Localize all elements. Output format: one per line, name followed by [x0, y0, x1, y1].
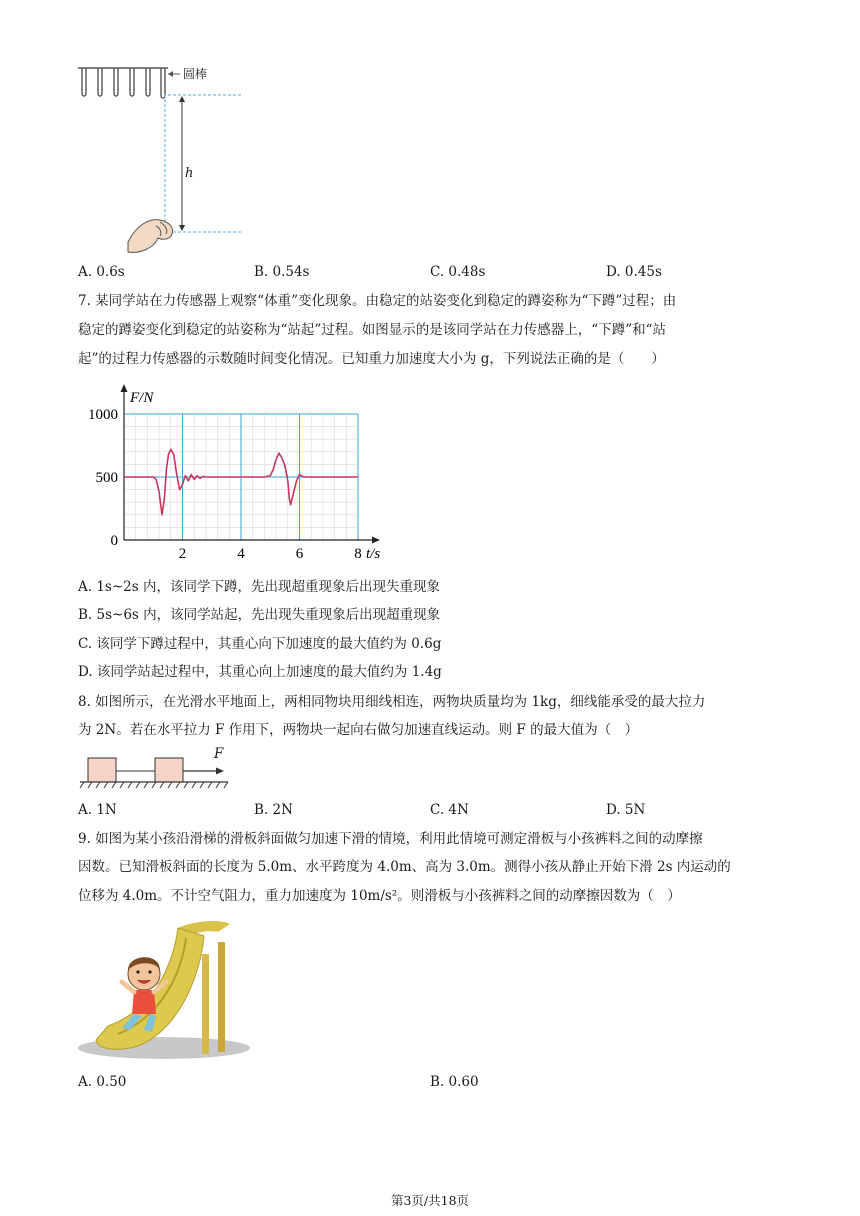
q6-option-b: B. 0.54s	[254, 264, 310, 280]
q9-option-a: A. 0.50	[78, 1074, 127, 1090]
q7-option-b: B. 5s~6s 内，该同学站起，先出现失重现象后出现超重现象	[78, 607, 441, 623]
x-tick-label: 2	[178, 546, 187, 562]
chart-labels	[88, 390, 380, 562]
q7-stem-line-2: 稳定的蹲姿变化到稳定的站姿称为“站起”过程。如图显示的是该同学站在力传感器上，“下蹲”和“站	[78, 322, 667, 338]
height-label: h	[185, 166, 194, 181]
q8-option-a: A. 1N	[78, 802, 117, 818]
y-tick-label: 500	[95, 470, 118, 486]
x-axis-label: t/s	[366, 546, 381, 562]
q7-option-d: D. 该同学站起过程中，其重心向上加速度的最大值约为 1.4g	[78, 664, 442, 680]
slide-illustration	[78, 918, 253, 1063]
hanging-rods	[82, 68, 165, 98]
page-footer: 第3页/共18页	[390, 1193, 470, 1208]
x-axis-arrow	[372, 537, 380, 544]
q7-option-c: C. 该同学下蹲过程中，其重心向下加速度的最大值约为 0.6g	[78, 636, 442, 652]
block-left	[88, 758, 116, 782]
force-label: F	[214, 746, 224, 762]
hand-icon	[128, 220, 173, 253]
x-tick-label: 6	[295, 546, 304, 562]
block-right	[155, 758, 183, 782]
y-tick-label: 0	[110, 533, 118, 549]
slide-post-front	[202, 954, 209, 1054]
q8-stem-line-2: 为 2N。若在水平拉力 F 作用下，两物块一起向右做匀加速直线运动。则 F 的最大值为（ ）	[78, 722, 639, 738]
q7-option-a: A. 1s~2s 内，该同学下蹲，先出现超重现象后出现失重现象	[78, 579, 440, 595]
q9-stem-line-1: 9. 如图为某小孩沿滑梯的滑板斜面做匀加速下滑的情境，利用此情境可测定滑板与小孩裤料之间的动摩擦	[78, 831, 703, 847]
q8-stem-line-1: 8. 如图所示，在光滑水平地面上，两相同物块用细线相连，两物块质量均为 1kg，细线能承受的最大拉力	[78, 694, 706, 710]
q8-option-c: C. 4N	[430, 802, 469, 818]
q8-option-d: D. 5N	[606, 802, 646, 818]
q7-stem-line-1: 7. 某同学站在力传感器上观察“体重”变化现象。由稳定的站姿变化到稳定的蹲姿称为“下蹲”过程；由	[78, 293, 677, 309]
slide-post-back	[218, 942, 225, 1052]
q9-option-b: B. 0.60	[430, 1074, 479, 1090]
rod-drop-figure	[76, 64, 246, 256]
q8-option-b: B. 2N	[254, 802, 293, 818]
x-tick-label: 8	[354, 546, 362, 562]
q6-option-d: D. 0.45s	[606, 264, 662, 280]
rod-label: 圆棒	[183, 67, 208, 81]
q6-option-a: A. 0.6s	[78, 264, 125, 280]
force-time-chart	[78, 370, 398, 570]
x-tick-label: 4	[237, 546, 245, 562]
q7-stem-line-3: 起”的过程力传感器的示数随时间变化情况。已知重力加速度大小为 g，下列说法正确的是（ ）	[78, 351, 665, 367]
y-tick-label: 1000	[88, 407, 118, 423]
q6-option-c: C. 0.48s	[430, 264, 486, 280]
y-axis-label: F/N	[130, 390, 154, 406]
chart-axes	[121, 384, 381, 544]
q9-stem-line-2: 因数。已知滑板斜面的长度为 5.0m、水平跨度为 4.0m、高为 3.0m。测得小孩从静止开始下滑 2s 内运动的	[78, 859, 731, 875]
y-axis-arrow	[121, 384, 128, 392]
q9-stem-line-3: 位移为 4.0m。不计空气阻力，重力加速度为 10m/s²。则滑板与小孩裤料之间的动摩擦因数为（ ）	[78, 888, 681, 904]
